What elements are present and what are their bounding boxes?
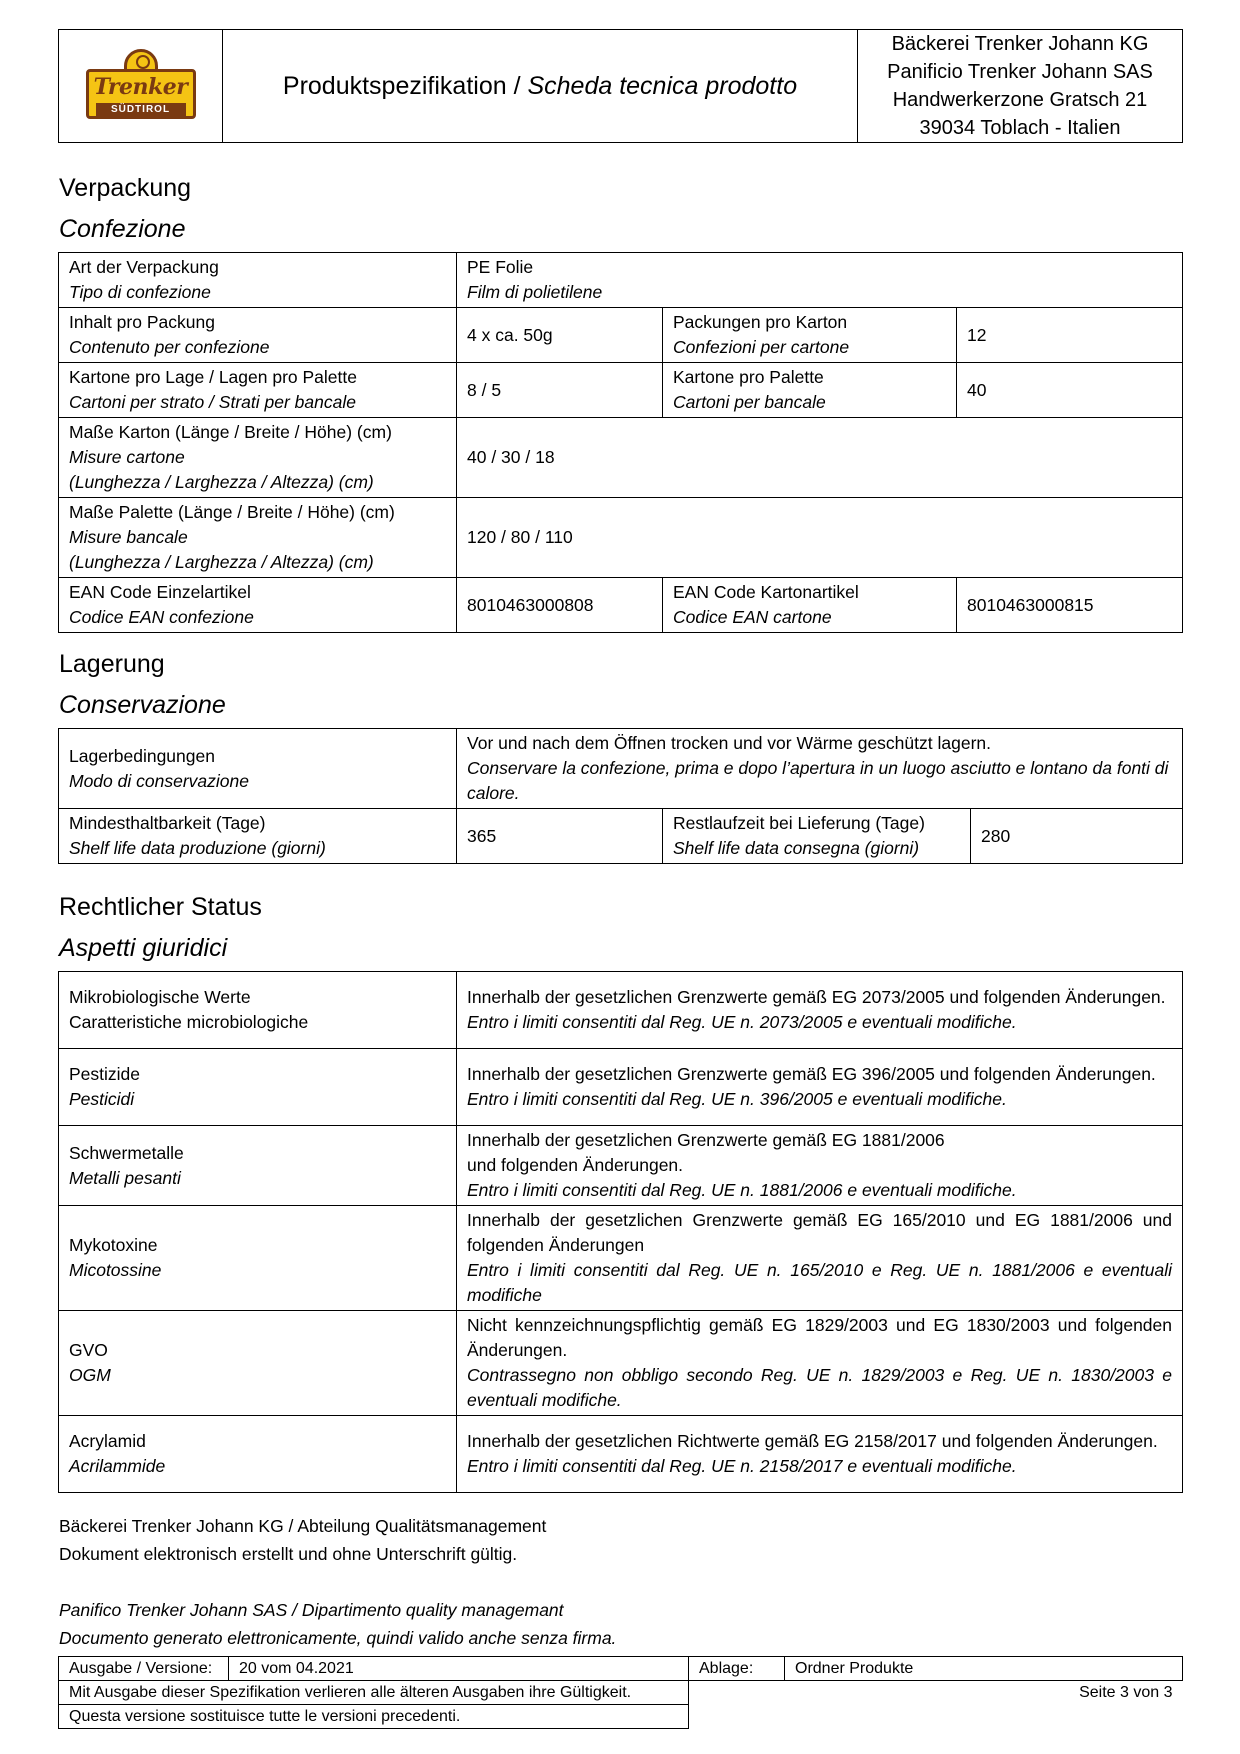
value-cell <box>457 1126 1183 1206</box>
label-it: (Lunghezza / Larghezza / Altezza) (cm) <box>69 472 374 492</box>
value-cell <box>457 253 1183 308</box>
label-cell <box>59 729 457 809</box>
label-cell <box>59 418 457 498</box>
value-de: Innerhalb der gesetzlichen Richtwerte gemäß EG 2158/2017 und folgenden Änderungen. <box>467 1431 1158 1451</box>
company-name-de: Bäckerei Trenker Johann KG <box>891 33 1149 55</box>
table-row <box>59 1681 1183 1705</box>
value-cell <box>457 1206 1183 1311</box>
trenker-logo <box>86 47 196 125</box>
value-it: Conservare la confezione, prima e dopo l’apertura in un luogo asciutto e lontano da fonti di calore. <box>467 758 1169 803</box>
document-title <box>223 30 858 143</box>
footer-table <box>58 1656 1183 1729</box>
label-de: Mykotoxine <box>69 1235 158 1255</box>
section-heading-packaging-de: Verpackung <box>59 174 192 202</box>
label-de: Acrylamid <box>69 1431 146 1451</box>
label-de: Inhalt pro Packung <box>69 312 215 332</box>
table-row <box>59 418 1183 498</box>
label-cell <box>59 578 457 633</box>
footer-line: Documento generato elettronicamente, quindi valido anche senza firma. <box>59 1628 617 1648</box>
label-cell <box>59 1206 457 1311</box>
title-de: Produktspezifikation / <box>282 71 528 100</box>
storage-value: Ordner Produkte <box>785 1657 1183 1681</box>
label-de: Mindesthaltbarkeit (Tage) <box>69 813 266 833</box>
label-de: Maße Karton (Länge / Breite / Höhe) (cm) <box>69 422 392 442</box>
value-cell <box>457 1416 1183 1493</box>
label-it: Modo di conservazione <box>69 770 249 791</box>
label-cell <box>59 1311 457 1416</box>
label-it: Cartoni per strato / Strati per bancale <box>69 392 356 412</box>
label-de: Kartone pro Lage / Lagen pro Palette <box>69 367 357 387</box>
table-row <box>59 1705 1183 1729</box>
label-cell <box>59 1126 457 1206</box>
section-heading-storage-de: Lagerung <box>59 650 165 678</box>
label-cell <box>59 498 457 578</box>
label-de: Restlaufzeit bei Lieferung (Tage) <box>673 813 925 833</box>
value-cell: 8010463000808 <box>457 578 663 633</box>
label-it: Pesticidi <box>69 1089 135 1109</box>
table-row <box>59 498 1183 578</box>
table-row <box>59 1416 1183 1493</box>
table-row <box>59 809 1183 864</box>
version-value: 20 vom 04.2021 <box>229 1657 689 1681</box>
title-it: Scheda tecnica prodotto <box>527 71 798 100</box>
label-de: GVO <box>69 1340 108 1360</box>
value-de: Innerhalb der gesetzlichen Grenzwerte gemäß EG 165/2010 und EG 1881/2006 und folgenden Änderungen <box>467 1210 1172 1255</box>
footer-note-it <box>59 1596 616 1652</box>
label-cell <box>663 809 971 864</box>
value-cell <box>457 1049 1183 1126</box>
label-cell <box>59 363 457 418</box>
value-it: Film di polietilene <box>467 282 603 302</box>
label-it: Tipo di confezione <box>69 282 211 302</box>
label-cell <box>663 308 957 363</box>
value-cell: 40 <box>957 363 1183 418</box>
label-de: Schwermetalle <box>69 1142 184 1163</box>
label-it: Confezioni per cartone <box>673 337 850 357</box>
logo-wordmark: Trenker <box>93 74 188 100</box>
label-it: OGM <box>69 1365 111 1385</box>
footer-line: Panifico Trenker Johann SAS / Dipartimento quality managemant <box>59 1600 564 1620</box>
value-cell: 4 x ca. 50g <box>457 308 663 363</box>
value-de: Innerhalb der gesetzlichen Grenzwerte gemäß EG 1881/2006 <box>467 1130 945 1150</box>
value-cell: 8010463000815 <box>957 578 1183 633</box>
section-heading-legal-it: Aspetti giuridici <box>59 934 228 962</box>
value-cell: 280 <box>971 809 1183 864</box>
version-label: Ausgabe / Versione: <box>59 1657 229 1681</box>
table-row <box>59 1126 1183 1206</box>
value-de: und folgenden Änderungen. <box>467 1155 684 1175</box>
value-de: Innerhalb der gesetzlichen Grenzwerte gemäß EG 2073/2005 und folgenden Änderungen. <box>467 987 1166 1007</box>
storage-table <box>58 728 1183 864</box>
value-cell: 12 <box>957 308 1183 363</box>
value-cell <box>457 1311 1183 1416</box>
table-row <box>59 1206 1183 1311</box>
validity-de: Mit Ausgabe dieser Spezifikation verlieren alle älteren Ausgaben ihre Gültigkeit. <box>59 1681 689 1705</box>
footer-note-de <box>59 1512 546 1568</box>
company-street: Handwerkerzone Gratsch 21 <box>892 89 1148 111</box>
label-cell <box>663 363 957 418</box>
label-cell <box>59 1049 457 1126</box>
company-city: 39034 Toblach - Italien <box>919 117 1121 139</box>
storage-label: Ablage: <box>689 1657 785 1681</box>
header-table <box>58 29 1183 143</box>
label-cell <box>59 972 457 1049</box>
label-de: EAN Code Kartonartikel <box>673 582 859 602</box>
value-cell: 8 / 5 <box>457 363 663 418</box>
value-it: Entro i limiti consentiti dal Reg. UE n. 396/2005 e eventuali modifiche. <box>467 1089 1007 1109</box>
label-de: Packungen pro Karton <box>673 312 848 332</box>
label-de: Mikrobiologische Werte <box>69 987 251 1007</box>
validity-it: Questa versione sostituisce tutte le versioni precedenti. <box>59 1705 689 1729</box>
section-heading-packaging-it: Confezione <box>59 215 186 243</box>
value-cell <box>457 972 1183 1049</box>
packaging-table <box>58 252 1183 633</box>
label-it: Micotossine <box>69 1260 162 1280</box>
value-cell <box>457 729 1183 809</box>
footer-line: Dokument elektronisch erstellt und ohne Unterschrift gültig. <box>59 1544 518 1564</box>
label-it: Shelf life data consegna (giorni) <box>673 838 920 858</box>
logo-cell <box>59 30 223 143</box>
section-heading-legal-de: Rechtlicher Status <box>59 893 262 921</box>
label-it: Contenuto per confezione <box>69 337 270 357</box>
label-it: Metalli pesanti <box>69 1167 181 1188</box>
label-it: Acrilammide <box>69 1456 166 1476</box>
footer-line: Bäckerei Trenker Johann KG / Abteilung Qualitätsmanagement <box>59 1516 547 1536</box>
value-de: Innerhalb der gesetzlichen Grenzwerte gemäß EG 396/2005 und folgenden Änderungen. <box>467 1064 1156 1084</box>
label-cell <box>59 308 457 363</box>
label-it: Codice EAN confezione <box>69 607 254 627</box>
company-address <box>858 30 1183 143</box>
label-it: Misure cartone <box>69 447 185 467</box>
table-row <box>59 972 1183 1049</box>
section-heading-storage-it: Conservazione <box>59 691 226 719</box>
value-it: Entro i limiti consentiti dal Reg. UE n. 2073/2005 e eventuali modifiche. <box>467 1012 1017 1032</box>
page-number: Seite 3 von 3 <box>1079 1683 1173 1701</box>
table-row <box>59 1657 1183 1681</box>
table-row <box>59 578 1183 633</box>
label-it: Misure bancale <box>69 527 188 547</box>
value-it: Entro i limiti consentiti dal Reg. UE n. 2158/2017 e eventuali modifiche. <box>467 1456 1017 1476</box>
company-name-it: Panificio Trenker Johann SAS <box>887 61 1153 83</box>
table-row <box>59 253 1183 308</box>
label-cell <box>59 253 457 308</box>
value-cell: 40 / 30 / 18 <box>457 418 1183 498</box>
label-it: Shelf life data produzione (giorni) <box>69 838 326 858</box>
value-cell: 365 <box>457 809 663 864</box>
label-de: Kartone pro Palette <box>673 367 824 387</box>
label-cell <box>59 809 457 864</box>
table-row <box>59 1311 1183 1416</box>
label-it: Codice EAN cartone <box>673 607 832 627</box>
empty-cell <box>689 1705 1183 1729</box>
logo-subtext: SÜDTIROL <box>96 103 186 117</box>
label-de: EAN Code Einzelartikel <box>69 582 251 602</box>
value-it: Entro i limiti consentiti dal Reg. UE n. 165/2010 e Reg. UE n. 1881/2006 e eventuali modifiche <box>467 1260 1172 1305</box>
value-cell: 120 / 80 / 110 <box>457 498 1183 578</box>
label-de: Maße Palette (Länge / Breite / Höhe) (cm) <box>69 502 395 522</box>
legal-table <box>58 971 1183 1493</box>
table-row <box>59 729 1183 809</box>
table-row <box>59 1049 1183 1126</box>
value-de: Vor und nach dem Öffnen trocken und vor Wärme geschützt lagern. <box>467 733 991 753</box>
value-it: Contrassegno non obbligo secondo Reg. UE n. 1829/2003 e Reg. UE n. 1830/2003 e eventuali modifiche. <box>467 1365 1172 1410</box>
label-de: Art der Verpackung <box>69 257 219 277</box>
table-row <box>59 308 1183 363</box>
label-it: Cartoni per bancale <box>673 392 826 412</box>
label-cell <box>59 1416 457 1493</box>
value-de: Nicht kennzeichnungspflichtig gemäß EG 1829/2003 und EG 1830/2003 und folgenden Änderungen. <box>467 1315 1172 1360</box>
label-de: Pestizide <box>69 1064 141 1084</box>
label-it: Caratteristiche microbiologiche <box>69 1012 309 1032</box>
table-row <box>59 363 1183 418</box>
value-de: PE Folie <box>467 257 534 277</box>
label-de: Lagerbedingungen <box>69 745 215 766</box>
value-it: Entro i limiti consentiti dal Reg. UE n. 1881/2006 e eventuali modifiche. <box>467 1180 1017 1200</box>
label-cell <box>663 578 957 633</box>
label-it: (Lunghezza / Larghezza / Altezza) (cm) <box>69 552 374 572</box>
